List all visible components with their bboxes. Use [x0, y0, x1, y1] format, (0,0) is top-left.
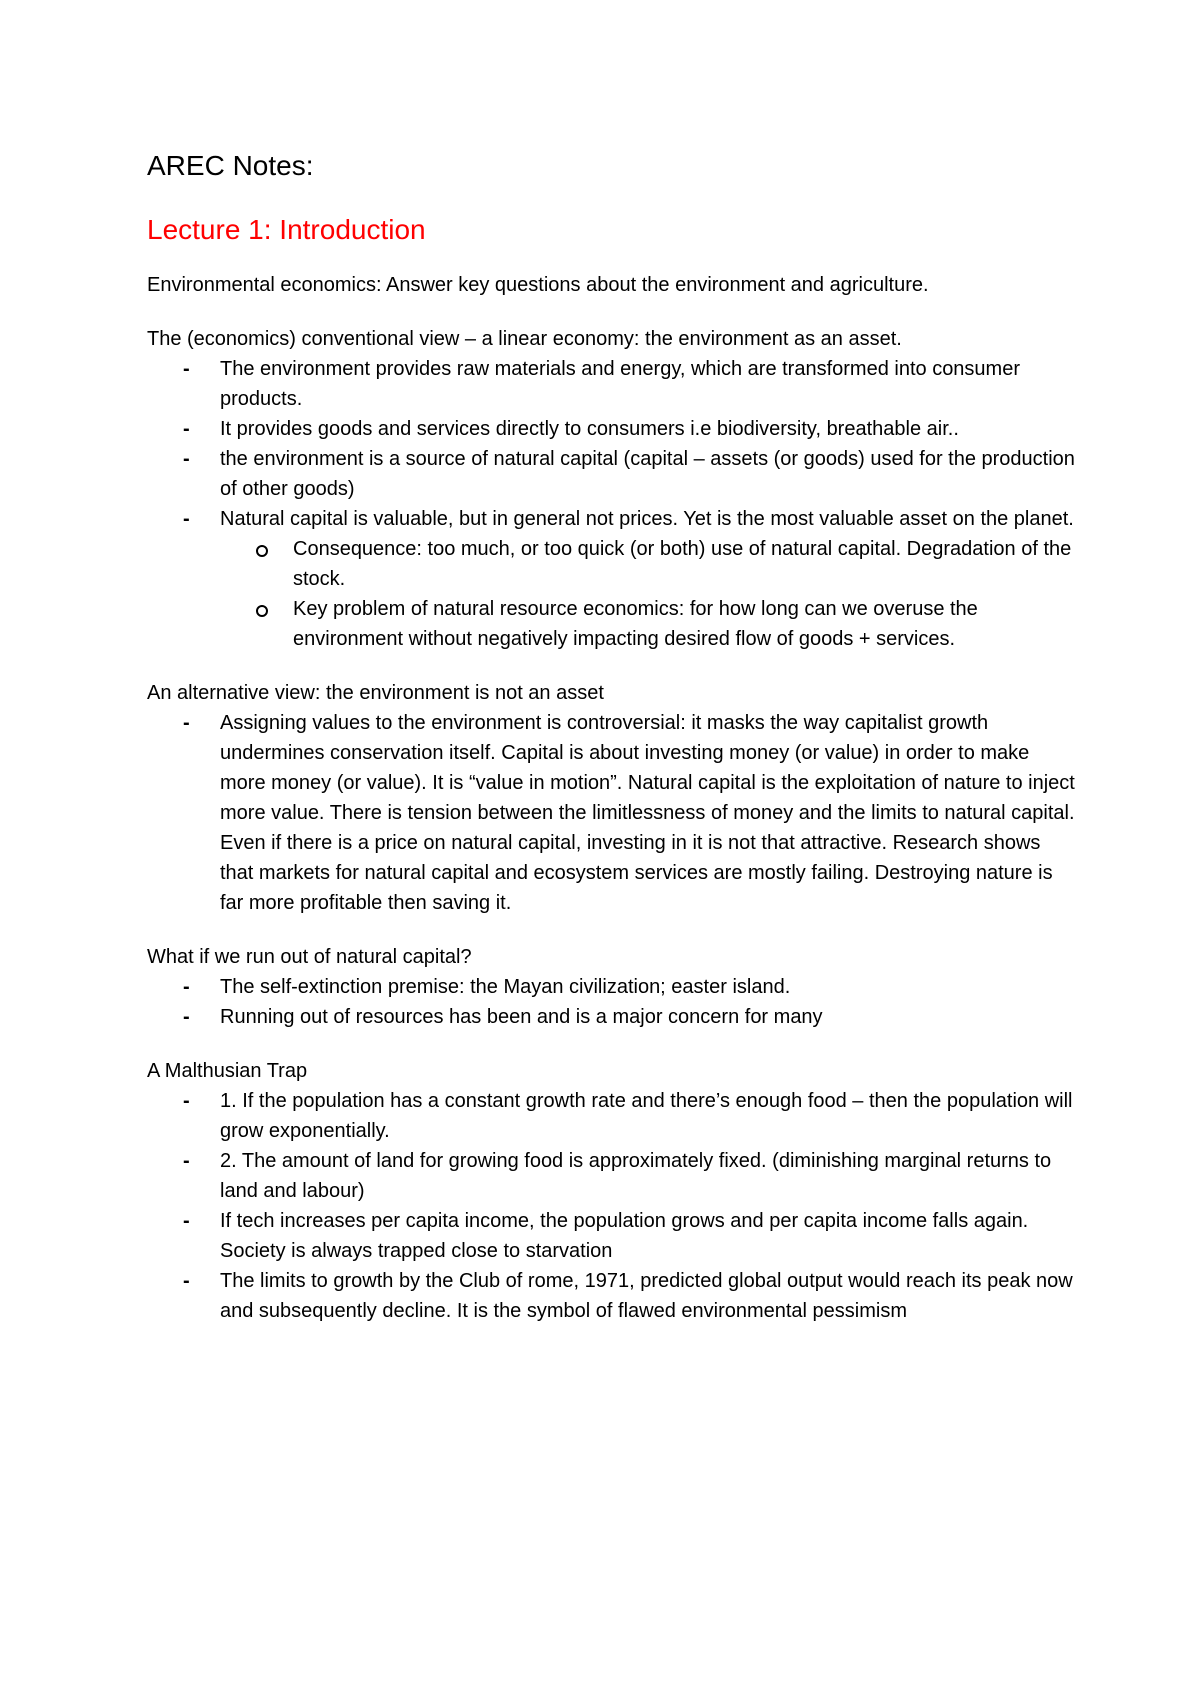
dash-bullet-icon: -: [183, 448, 190, 470]
dash-bullet-icon: -: [183, 1210, 190, 1232]
circle-bullet-icon: [256, 545, 268, 557]
intro-section: [147, 270, 1077, 300]
section-title: The (economics) conventional view – a linear economy: the environment as an asset.: [147, 328, 902, 350]
list-item-text: It provides goods and services directly to consumers i.e biodiversity, breathable air..: [220, 418, 959, 440]
section-conventional-view: [147, 324, 1077, 654]
lecture-heading: Lecture 1: Introduction: [147, 214, 426, 245]
list-item-text: The self-extinction premise: the Mayan civilization; easter island.: [220, 976, 791, 998]
sub-list-item-text: Key problem of natural resource economics: for how long can we overuse the environment without negatively impacting desired flow of goods + services.: [293, 598, 978, 650]
sub-list-item-text: Consequence: too much, or too quick (or both) use of natural capital. Degradation of the stock.: [293, 538, 1072, 590]
list-item-text: 1. If the population has a constant growth rate and there’s enough food – then the population will grow exponentially.: [220, 1090, 1073, 1142]
list-item-text: Running out of resources has been and is a major concern for many: [220, 1006, 823, 1028]
list-item: [147, 1146, 1077, 1206]
dash-bullet-icon: -: [183, 358, 190, 380]
bullet-list: [147, 1086, 1077, 1326]
sub-list-item: [220, 534, 1077, 594]
list-item: [147, 1266, 1077, 1326]
dash-bullet-icon: -: [183, 1150, 190, 1172]
bullet-list: [147, 354, 1077, 654]
list-item-text: the environment is a source of natural capital (capital – assets (or goods) used for the production of other goods): [220, 448, 1075, 500]
list-item: [147, 354, 1077, 414]
list-item: [147, 708, 1077, 918]
list-item: [147, 414, 1077, 444]
list-item: [147, 972, 1077, 1002]
list-item-text: The limits to growth by the Club of rome, 1971, predicted global output would reach its peak now and subsequently decline. It is the symbol of flawed environmental pessimism: [220, 1270, 1073, 1322]
dash-bullet-icon: -: [183, 1270, 190, 1292]
bullet-list: [147, 708, 1077, 918]
section-alternative-view: [147, 678, 1077, 918]
list-item: [147, 504, 1077, 654]
dash-bullet-icon: -: [183, 712, 190, 734]
dash-bullet-icon: -: [183, 1006, 190, 1028]
sub-bullet-list: [220, 534, 1077, 654]
list-item-text: The environment provides raw materials and energy, which are transformed into consumer products.: [220, 358, 1020, 410]
section-title: A Malthusian Trap: [147, 1060, 308, 1082]
list-item: [147, 1086, 1077, 1146]
sub-list-item: [220, 594, 1077, 654]
section-run-out: [147, 942, 1077, 1032]
section-title: An alternative view: the environment is not an asset: [147, 682, 604, 704]
list-item-text: If tech increases per capita income, the population grows and per capita income falls again. Society is always trapped close to starvation: [220, 1210, 1029, 1262]
dash-bullet-icon: -: [183, 508, 190, 530]
list-item-text: 2. The amount of land for growing food is approximately fixed. (diminishing marginal returns to land and labour): [220, 1150, 1052, 1202]
dash-bullet-icon: -: [183, 1090, 190, 1112]
dash-bullet-icon: -: [183, 976, 190, 998]
list-item: [147, 444, 1077, 504]
list-item-text: Assigning values to the environment is controversial: it masks the way capitalist growth undermines conservation itself. Capital is about investing money (or value) in order to make more money (or value). It is “value in motion”. Natural capital is the exploitation of nature to inject more value. There is tension between the limitlessness of money and the limits to natural capital. Even if there is a price on natural capital, investing in it is not that attractive. Research shows that markets for natural capital and ecosystem services are mostly failing. Destroying nature is far more profitable then saving it.: [220, 712, 1075, 914]
section-title: What if we run out of natural capital?: [147, 946, 472, 968]
document-body: [147, 148, 1077, 1350]
circle-bullet-icon: [256, 605, 268, 617]
section-malthusian-trap: [147, 1056, 1077, 1326]
dash-bullet-icon: -: [183, 418, 190, 440]
intro-paragraph: Environmental economics: Answer key questions about the environment and agriculture.: [147, 274, 929, 296]
list-item-text: Natural capital is valuable, but in general not prices. Yet is the most valuable asset on the planet.: [220, 508, 1074, 530]
bullet-list: [147, 972, 1077, 1032]
list-item: [147, 1002, 1077, 1032]
document-title: AREC Notes:: [147, 150, 314, 181]
list-item: [147, 1206, 1077, 1266]
